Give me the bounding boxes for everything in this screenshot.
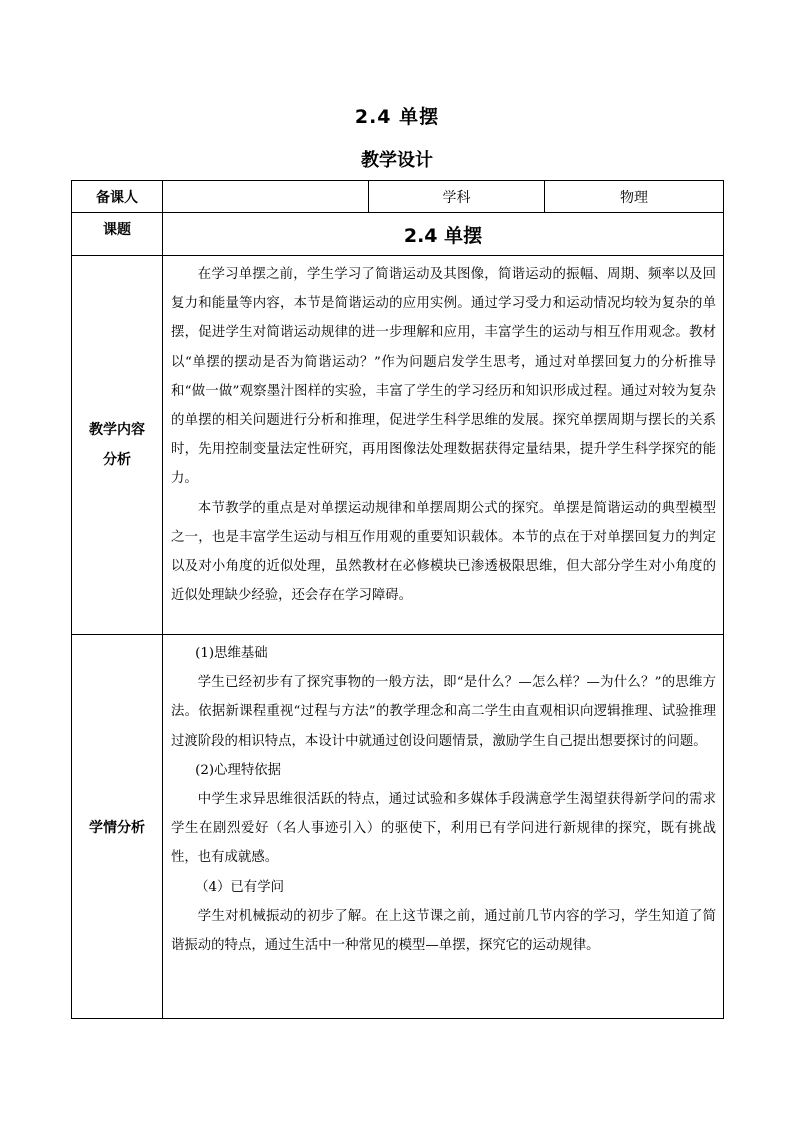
learner-analysis-paragraph: 学生对机械振动的初步了解。在上这节课之前，通过前几节内容的学习，学生知道了简谐振动的特点，通过生活中一种常见的模型—单摆，探究它的运动规律。 [171, 908, 716, 954]
preparer-row [72, 181, 724, 213]
preparer-label: 备课人 [72, 181, 163, 213]
learner-analysis-heading: (2)心理特依据 [195, 762, 282, 778]
learner-analysis-paragraph: 中学生求异思维很活跃的特点，通过试验和多媒体手段满意学生渴望获得新学问的需求学生在剧烈爱好（名人事迹引入）的驱使下，利用已有学问进行新规律的探究，既有挑战性，也有成就感。 [171, 792, 716, 866]
learner-analysis-label: 学情分析 [72, 635, 163, 1019]
content-analysis-label-line2: 分析 [103, 452, 131, 468]
document-subtitle: 教学设计 [361, 150, 433, 171]
content-analysis-label-line1: 教学内容 [89, 422, 145, 438]
subject-value: 物理 [545, 181, 724, 213]
content-analysis-text [163, 256, 724, 635]
subject-label: 学科 [369, 181, 545, 213]
learner-analysis-text [163, 635, 724, 1019]
topic-row [72, 213, 724, 256]
learner-analysis-heading: （4）已有学问 [195, 879, 284, 895]
content-analysis-row [72, 256, 724, 635]
topic-value: 2.4 单摆 [163, 213, 724, 256]
learner-analysis-row [72, 635, 724, 1019]
learner-analysis-paragraph: 学生已经初步有了探究事物的一般方法，即“是什么？—怎么样？—为什么？”的思维方法。依据新课程重视“过程与方法”的教学理念和高二学生由直观相识向逻辑推理、试验推理过渡阶段的相识特点，本设计中就通过创设问题情景，激励学生自己提出想要探讨的问题。 [171, 675, 716, 749]
content-analysis-label [72, 256, 163, 635]
content-analysis-paragraph: 在学习单摆之前，学生学习了简谐运动及其图像，简谐运动的振幅、周期、频率以及回复力和能量等内容，本节是简谐运动的应用实例。通过学习受力和运动情况均较为复杂的单摆，促进学生对简谐运动规律的进一步理解和应用，丰富学生的运动与相互作用观念。教材以“单摆的摆动是否为简谐运动？”作为问题启发学生思考，通过对单摆回复力的分析推导和“做一做”观察墨汁图样的实验，丰富了学生的学习经历和知识形成过程。通过对较为复杂的单摆的相关问题进行分析和推理，促进学生科学思维的发展。探究单摆周期与摆长的关系时，先用控制变量法定性研究，再用图像法处理数据获得定量结果，提升学生科学探究的能力。 [171, 267, 716, 487]
topic-label: 课题 [72, 213, 163, 256]
learner-analysis-heading: (1)思维基础 [195, 646, 268, 661]
learner-analysis-clip [171, 639, 716, 1013]
content-analysis-paragraph: 本节教学的重点是对单摆运动规律和单摆周期公式的探究。单摆是简谐运动的典型模型之一，也是丰富学生运动与相互作用观的重要知识载体。本节的点在于对单摆回复力的判定以及对小角度的近似处理，虽然教材在必修模块已渗透极限思维，但大部分学生对小角度的近似处理缺少经验，还会存在学习障碍。 [171, 500, 716, 604]
document-title: 2.4 单摆 [354, 106, 440, 128]
lesson-plan-table [71, 180, 724, 1019]
preparer-value [163, 181, 369, 213]
